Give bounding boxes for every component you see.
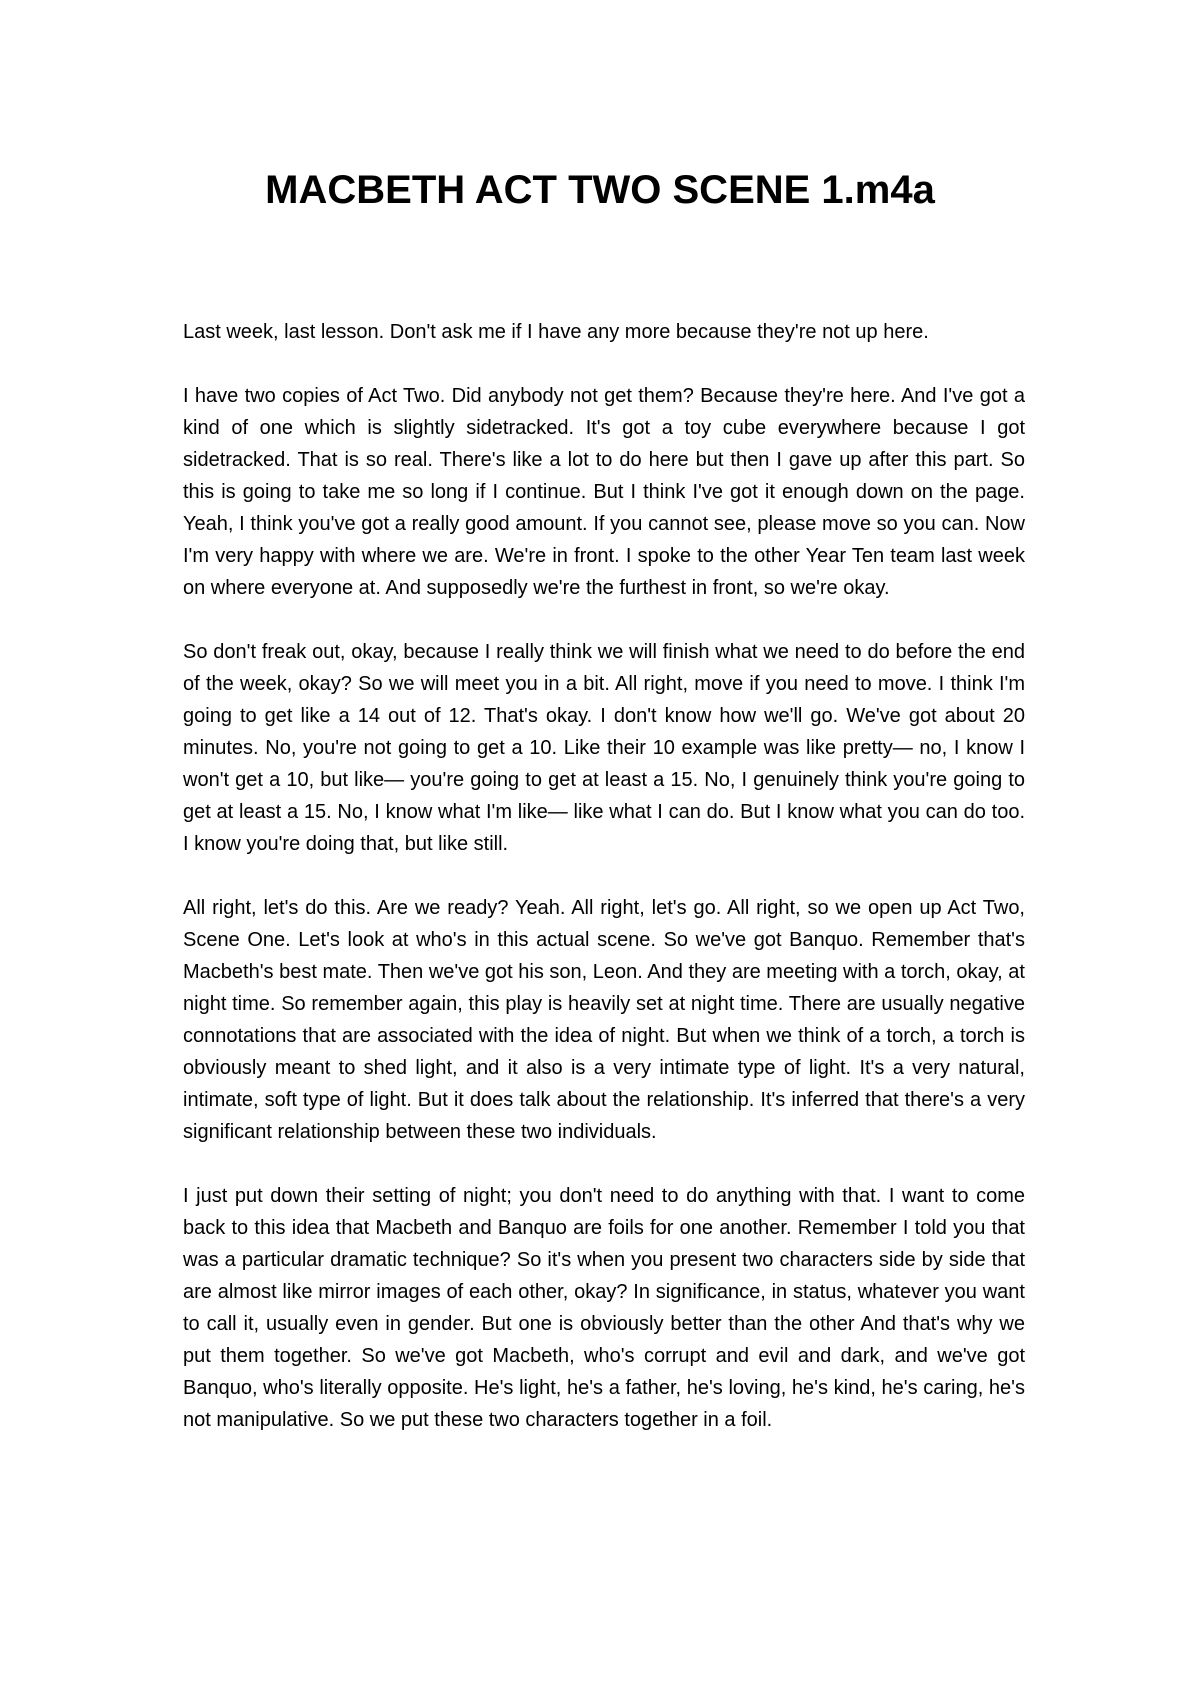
paragraph-5: I just put down their setting of night; you don't need to do anything with that. I want to come back to this idea that Macbeth and Banquo are foils for one another. Remember I told you that was a particular dramatic technique? So it's when you present two characters side by side that are almost like mirror images of each other, okay? In significance, in status, whatever you want to call it, usually even in gender. But one is obviously better than the other And that's why we put them together. So we've got Macbeth, who's corrupt and evil and dark, and we've got Banquo, who's literally opposite. He's light, he's a father, he's loving, he's kind, he's caring, he's not manipulative. So we put these two characters together in a foil. [183,1185,1025,1431]
paragraph-1: Last week, last lesson. Don't ask me if I have any more because they're not up here. [183,321,929,343]
transcript-body [183,316,1025,1468]
document-title: MACBETH ACT TWO SCENE 1.m4a [265,168,935,212]
paragraph-3: So don't freak out, okay, because I really think we will finish what we need to do before the end of the week, okay? So we will meet you in a bit. All right, move if you need to move. I think I'm going to get like a 14 out of 12. That's okay. I don't know how we'll go. We've got about 20 minutes. No, you're not going to get a 10. Like their 10 example was like pretty— no, I know I won't get a 10, but like— you're going to get at least a 15. No, I genuinely think you're going to get at least a 15. No, I know what I'm like— like what I can do. But I know what you can do too. I know you're doing that, but like still. [183,641,1025,855]
paragraph-4: All right, let's do this. Are we ready? Yeah. All right, let's go. All right, so we open up Act Two, Scene One. Let's look at who's in this actual scene. So we've got Banquo. Remember that's Macbeth's best mate. Then we've got his son, Leon. And they are meeting with a torch, okay, at night time. So remember again, this play is heavily set at night time. There are usually negative connotations that are associated with the idea of night. But when we think of a torch, a torch is obviously meant to shed light, and it also is a very intimate type of light. It's a very natural, intimate, soft type of light. But it does talk about the relationship. It's inferred that there's a very significant relationship between these two individuals. [183,897,1025,1143]
paragraph-2: I have two copies of Act Two. Did anybody not get them? Because they're here. And I've got a kind of one which is slightly sidetracked. It's got a toy cube everywhere because I got sidetracked. That is so real. There's like a lot to do here but then I gave up after this part. So this is going to take me so long if I continue. But I think I've got it enough down on the page. Yeah, I think you've got a really good amount. If you cannot see, please move so you can. Now I'm very happy with where we are. We're in front. I spoke to the other Year Ten team last week on where everyone at. And supposedly we're the furthest in front, so we're okay. [183,385,1025,599]
